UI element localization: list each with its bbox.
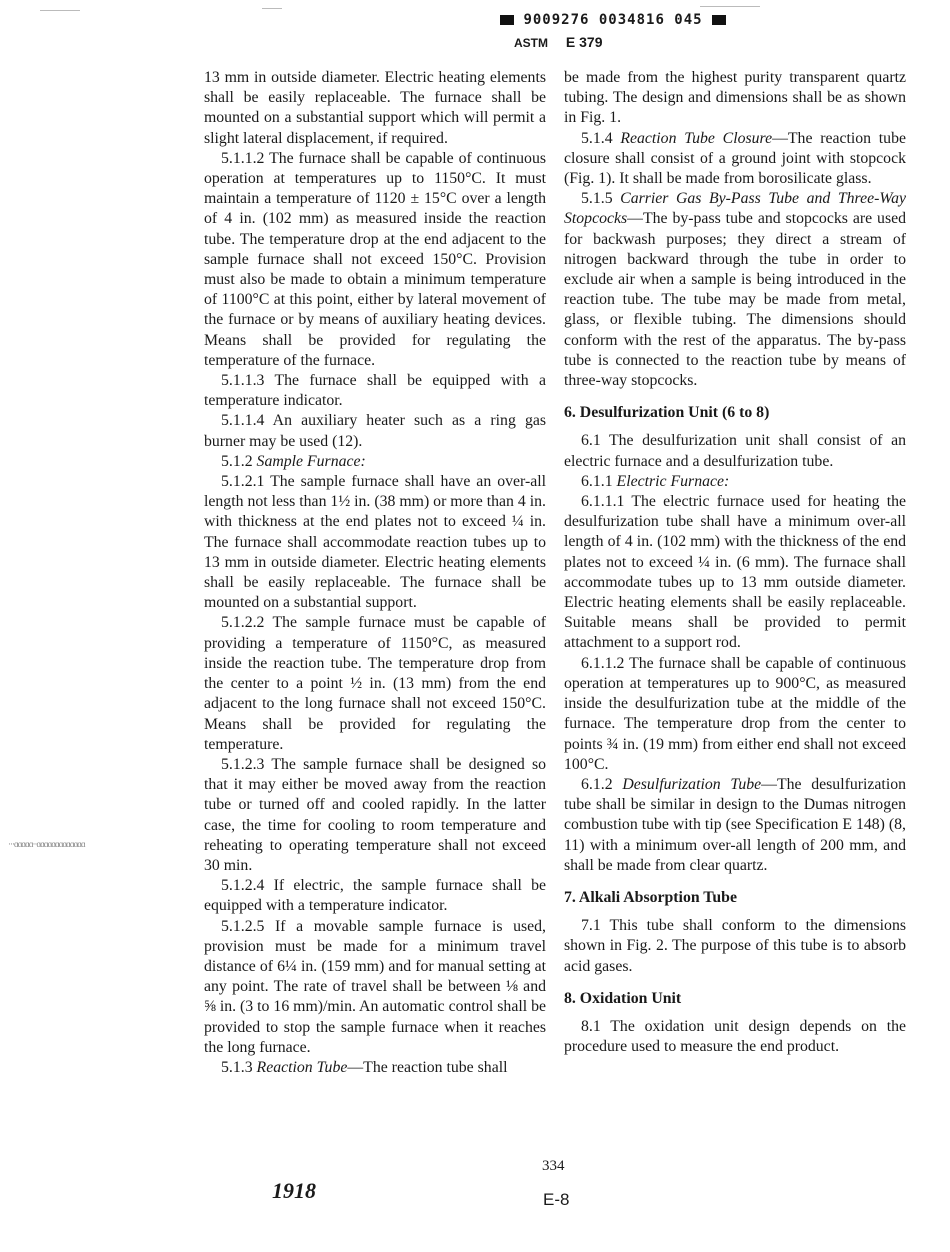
- paragraph: [204, 876, 546, 916]
- page-number: 334: [542, 1158, 565, 1174]
- paragraph: [564, 472, 906, 492]
- paragraph-text: 5.1.2.5 If a movable sample furnace is used, provision must be made for a minimum travel distance of 6¼ in. (159 mm) and for manual setting at any point. The rate of travel shall be between ⅛ and ⅝ in. (3 to 16 mm)/min. An automatic control shall be provided to stop the sample furnace when it reaches the long furnace.: [204, 917, 546, 1056]
- paragraph-text: 5.1.1.4 An auxiliary heater such as a ring gas burner may be used (12).: [204, 412, 546, 450]
- paragraph-text: be made from the highest purity transparent quartz tubing. The design and dimensions shall be as shown in Fig. 1.: [564, 69, 906, 127]
- clause-title: Carrier Gas By-Pass Tube and Three-Way Stopcocks: [564, 190, 906, 228]
- paragraph-text: 6.1.1.2 The furnace shall be capable of continuous operation at temperatures up to 900°C, as measured inside the desulfurization tube at the middle of the furnace. The temperature drop from the center to points ¾ in. (19 mm) from either end shall not exceed 100°C.: [564, 654, 906, 773]
- paragraph: [204, 411, 546, 451]
- paragraph: [204, 371, 546, 411]
- paragraph: [564, 775, 906, 876]
- paragraph: [564, 189, 906, 391]
- scan-mark: [40, 10, 80, 11]
- paragraph-text: 5.1.2.3 The sample furnace shall be designed so that it may either be moved away from the reaction tube or turned off and cooled rapidly. In the latter case, the time for cooling to room temperature and reheating to operating temperature shall not exceed 30 min.: [204, 755, 546, 874]
- astm-logo-icon: ASTM: [514, 36, 548, 50]
- clause-number: 6.1.1: [581, 472, 613, 490]
- paragraph: [204, 613, 546, 754]
- paragraph: [204, 149, 546, 371]
- paragraph: [564, 68, 906, 129]
- clause-title: Electric Furnace:: [616, 472, 730, 490]
- section-heading: 7. Alkali Absorption Tube: [564, 888, 737, 906]
- handwritten-stamp: 1918: [272, 1178, 316, 1203]
- paragraph: [204, 755, 546, 876]
- document-barcode: [500, 12, 790, 28]
- right-column: [564, 68, 906, 1057]
- paragraph: [564, 129, 906, 190]
- margin-noise: ···ɑɑɑɑɑ··ɑɑɑɑɑɑɑɑɑɑɑɑɑ: [8, 839, 85, 849]
- barcode-block-icon: [712, 15, 726, 25]
- clause-number: 5.1.2: [221, 452, 253, 470]
- clause-number: 5.1.5: [581, 190, 613, 208]
- paragraph: [204, 68, 546, 149]
- clause-title: Sample Furnace:: [256, 452, 366, 470]
- standard-designation: [514, 34, 602, 50]
- paragraph: [564, 654, 906, 775]
- section-heading: 8. Oxidation Unit: [564, 989, 682, 1007]
- barcode-block-icon: [500, 15, 514, 25]
- section-heading: 6. Desulfurization Unit (6 to 8): [564, 404, 770, 422]
- paragraph: [564, 431, 906, 471]
- paragraph-text: 5.1.2.1 The sample furnace shall have an over-all length not less than 1½ in. (38 mm) or more than 4 in. with thickness at the end plates not to exceed ¼ in. The furnace shall accommodate reaction tubes up to 13 mm in outside diameter. Electric heating elements shall be easily replaceable. The furnace shall be mounted on a substantial support.: [204, 473, 546, 612]
- paragraph: [204, 917, 546, 1058]
- paragraph-text: 6.1 The desulfurization unit shall consist of an electric furnace and a desulfurization tube.: [564, 432, 906, 470]
- footer-code: E-8: [543, 1190, 570, 1209]
- paragraph: [204, 472, 546, 613]
- paragraph-text: 13 mm in outside diameter. Electric heating elements shall be easily replaceable. The furnace shall be mounted on a substantial support which will permit a slight lateral displacement, if required.: [204, 69, 546, 147]
- clause-title: Reaction Tube Closure: [620, 129, 773, 147]
- paragraph-text: —The by-pass tube and stopcocks are used for backwash purposes; they direct a stream of nitrogen backward through the tube in order to exclude air when a sample is being introduced in the reaction tube. The tube may be made from metal, glass, or flexible tubing. The dimensions should conform with the rest of the apparatus. The by-pass tube is connected to the reaction tube by means of three-way stopcocks.: [564, 210, 906, 390]
- paragraph: [204, 1058, 546, 1078]
- barcode-text: 9009276 0034816 045: [523, 12, 703, 28]
- paragraph-text: 5.1.1.3 The furnace shall be equipped with a temperature indicator.: [204, 372, 546, 410]
- paragraph-text: 6.1.1.1 The electric furnace used for heating the desulfurization tube shall have a minimum over-all length of 4 in. (102 mm) with the thickness of the end plates not to exceed ¼ in. (6 mm). The furnace shall accommodate tubes up to 13 mm outside diameter. Electric heating elements shall be easily replaceable. Suitable means shall be provided to permit attachment to a support rod.: [564, 493, 906, 652]
- paragraph: [564, 916, 906, 977]
- paragraph-text: 5.1.2.4 If electric, the sample furnace shall be equipped with a temperature indicator.: [204, 877, 546, 915]
- paragraph: [564, 492, 906, 654]
- clause-number: 5.1.3: [221, 1058, 253, 1076]
- scan-mark: [262, 8, 282, 9]
- clause-title: Desulfurization Tube: [622, 775, 762, 793]
- paragraph-text: —The reaction tube closure shall consist of a ground joint with stopcock (Fig. 1). It shall be made from borosilicate glass.: [564, 129, 906, 188]
- paragraph-text: 5.1.1.2 The furnace shall be capable of continuous operation at temperatures up to 1150°C. It must maintain a temperature of 1120 ± 15°C over a length of 4 in. (102 mm) as measured inside the reaction tube. The temperature drop at the end adjacent to the sample furnace shall not exceed 150°C. Provision must also be made to obtain a minimum temperature of 1100°C at this point, either by lateral movement of the furnace or by means of auxiliary heating devices. Means shall be provided for regulating the temperature of the furnace.: [204, 149, 546, 369]
- designation-label: E 379: [565, 34, 603, 50]
- left-column: [204, 68, 546, 1078]
- paragraph-text: 7.1 This tube shall conform to the dimensions shown in Fig. 2. The purpose of this tube is to absorb acid gases.: [564, 917, 906, 975]
- clause-number: 5.1.4: [581, 129, 613, 147]
- paragraph-text: 5.1.2.2 The sample furnace must be capable of providing a temperature of 1150°C, as measured inside the reaction tube. The temperature drop from the center to a point ½ in. (13 mm) from the end adjacent to the long furnace shall not exceed 150°C. Means shall be provided for regulating the temperature.: [204, 614, 546, 753]
- clause-number: 6.1.2: [581, 775, 613, 793]
- paragraph: [564, 1017, 906, 1057]
- paragraph-text: —The desulfurization tube shall be similar in design to the Dumas nitrogen combustion tube with tip (see Specification E 148) (8, 11) with a minimum over-all length of 200 mm, and shall be made from clear quartz.: [564, 775, 906, 874]
- paragraph-text: —The reaction tube shall: [347, 1058, 508, 1076]
- paragraph-text: 8.1 The oxidation unit design depends on the procedure used to measure the end product.: [564, 1017, 906, 1056]
- clause-title: Reaction Tube: [256, 1058, 348, 1076]
- scan-mark: [700, 6, 760, 7]
- paragraph: [204, 452, 546, 472]
